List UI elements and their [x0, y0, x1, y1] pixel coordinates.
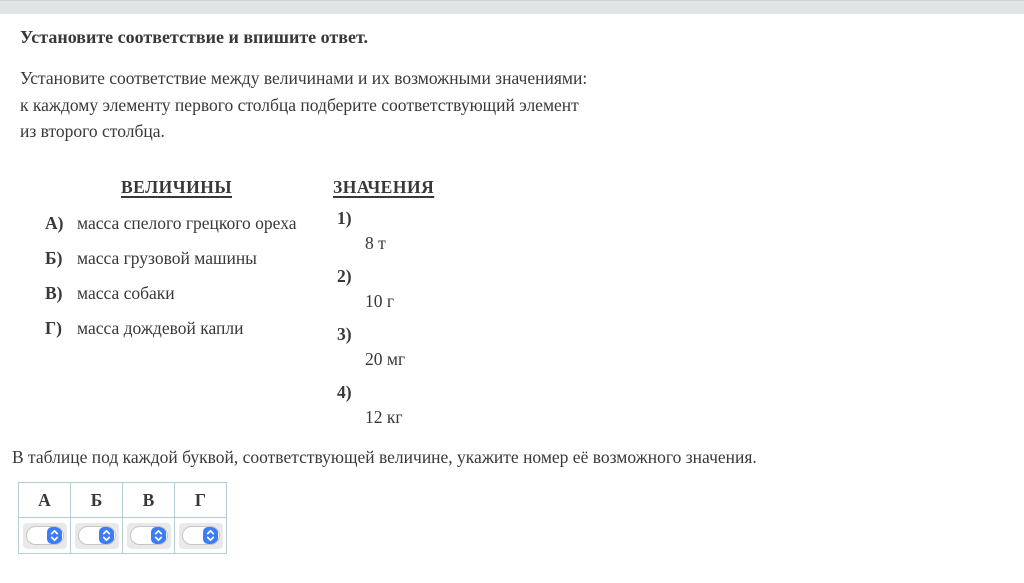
- chevron-up-icon: [52, 531, 58, 534]
- answer-table-header-a: А: [19, 483, 71, 518]
- answer-cell-g: [175, 518, 227, 554]
- item-text: масса грузовой машины: [77, 248, 257, 268]
- task-description-line: Установите соответствие между величинами и их возможными значениями:: [20, 68, 588, 88]
- item-number: 1): [337, 208, 352, 228]
- answer-input-g[interactable]: [179, 523, 223, 549]
- chevron-down-icon: [156, 537, 162, 540]
- quantity-item: [20, 206, 333, 241]
- task-title: Установите соответствие и впишите ответ.: [20, 27, 368, 47]
- item-text: масса спелого грецкого ореха: [77, 213, 297, 233]
- item-letter: В): [45, 283, 63, 303]
- chevron-up-icon: [104, 531, 110, 534]
- number-stepper[interactable]: [99, 527, 114, 544]
- answer-cell-b: [71, 518, 123, 554]
- answer-input-b[interactable]: [75, 523, 119, 549]
- item-number: 2): [337, 266, 352, 286]
- item-value: 8 т: [365, 233, 386, 253]
- item-letter: А): [45, 213, 64, 233]
- answer-table-header-b: Б: [71, 483, 123, 518]
- answer-input-a[interactable]: [23, 523, 67, 549]
- answer-table-input-row: [19, 518, 227, 554]
- answer-cell-v: [123, 518, 175, 554]
- item-letter: Г): [45, 318, 62, 338]
- number-field[interactable]: [130, 526, 168, 545]
- number-stepper[interactable]: [151, 527, 166, 544]
- task-description: [20, 65, 587, 145]
- item-number: 3): [337, 324, 352, 344]
- quantity-item: [20, 241, 333, 276]
- item-text: масса дождевой капли: [77, 318, 244, 338]
- quantities-column: [20, 177, 333, 346]
- answer-table-header-g: Г: [175, 483, 227, 518]
- number-field[interactable]: [26, 526, 64, 545]
- number-stepper[interactable]: [47, 527, 62, 544]
- item-value: 12 кг: [365, 407, 403, 427]
- value-item: [333, 322, 653, 372]
- number-stepper[interactable]: [203, 527, 218, 544]
- answer-table: [18, 482, 227, 554]
- quantities-header: ВЕЛИЧИНЫ: [120, 177, 233, 197]
- matching-columns: [20, 177, 653, 438]
- item-value: 20 мг: [365, 349, 406, 369]
- value-item: [333, 206, 653, 256]
- quantity-item: [20, 311, 333, 346]
- item-value: 10 г: [365, 291, 395, 311]
- answer-input-v[interactable]: [127, 523, 171, 549]
- answer-cell-a: [19, 518, 71, 554]
- task-description-line: к каждому элементу первого столбца подберите соответствующий элемент: [20, 94, 579, 115]
- answer-table-header-row: [19, 483, 227, 518]
- quantities-list: [20, 206, 333, 346]
- chevron-down-icon: [208, 537, 214, 540]
- chevron-down-icon: [52, 537, 58, 540]
- quantity-item: [20, 276, 333, 311]
- chevron-down-icon: [104, 537, 110, 540]
- task-description-line: из второго столбца.: [20, 121, 165, 141]
- values-column: [333, 177, 653, 438]
- top-bar: [0, 0, 1024, 14]
- chevron-up-icon: [208, 531, 214, 534]
- answer-table-header-v: В: [123, 483, 175, 518]
- item-number: 4): [337, 382, 352, 402]
- value-item: [333, 380, 653, 430]
- answer-instruction: В таблице под каждой буквой, соответствующей величине, укажите номер её возможного значения.: [12, 447, 757, 467]
- value-item: [333, 264, 653, 314]
- number-field[interactable]: [182, 526, 220, 545]
- item-text: масса собаки: [77, 283, 175, 303]
- number-field[interactable]: [78, 526, 116, 545]
- values-header: ЗНАЧЕНИЯ: [333, 177, 435, 197]
- chevron-up-icon: [156, 531, 162, 534]
- item-letter: Б): [45, 248, 63, 268]
- values-list: [333, 206, 653, 430]
